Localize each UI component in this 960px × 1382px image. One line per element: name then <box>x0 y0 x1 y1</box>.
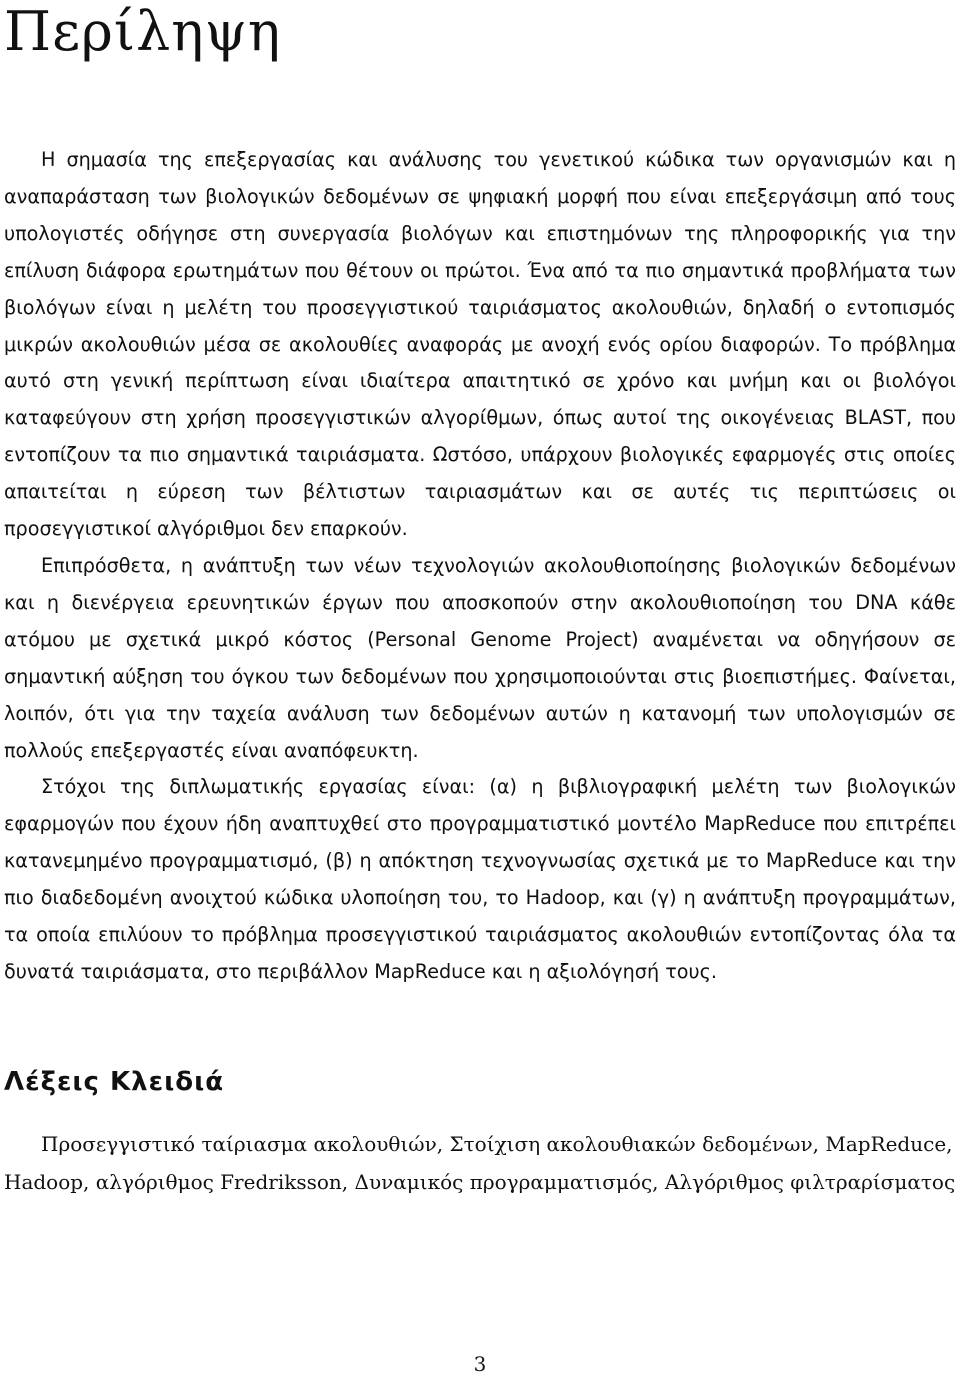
keywords-heading: Λέξεις Κλειδιά <box>4 1067 225 1097</box>
keywords-text: Προσεγγιστικό ταίριασμα ακολουθιών, Στοίχιση ακολουθιακών δεδομένων, MapReduce, Hadoop, αλγόριθμος Fredriksson, Δυναμικός προγραμματισμός, Αλγόριθμος φιλτραρίσματος <box>4 1132 956 1194</box>
abstract-paragraph: Στόχοι της διπλωματικής εργασίας είναι: (α) η βιβλιογραφική μελέτη των βιολογικών εφαρμογών που έχουν ήδη αναπτυχθεί στο προγραμματιστικό μοντέλο MapReduce που επιτρέπει κατανεμημένο προγραμματισμό, (β) η απόκτηση τεχνογνωσίας σχετικά με το MapReduce και την πιο διαδεδομένη ανοιχτού κώδικα υλοποίηση του, το Hadoop, και (γ) η ανάπτυξη προγραμμάτων, τα οποία επιλύουν το πρόβλημα προσεγγιστικού ταιριάσματος ακολουθιών εντοπίζοντας όλα τα δυνατά ταιριάσματα, στο περιβάλλον MapReduce και η αξιολόγησή τους. <box>4 775 956 983</box>
page-number: 3 <box>473 1352 487 1376</box>
chapter-title: Περίληψη <box>4 0 282 63</box>
abstract-paragraph: Η σημασία της επεξεργασίας και ανάλυσης του γενετικού κώδικα των οργανισμών και η αναπαράσταση των βιολογικών δεδομένων σε ψηφιακή μορφή που είναι επεξεργάσιμη από τους υπολογιστές οδήγησε στη συνεργασία βιολόγων και επιστημόνων της πληροφορικής για την επίλυση διάφορα ερωτημάτων που θέτουν οι πρώτοι. Ένα από τα πιο σημαντικά προβλήματα των βιολόγων είναι η μελέτη του προσεγγιστικού ταιριάσματος ακολουθιών, δηλαδή ο εντοπισμός μικρών ακολουθιών μέσα σε ακολουθίες αναφοράς με ανοχή ενός ορίου διαφορών. Το πρόβλημα αυτό στη γενική περίπτωση είναι ιδιαίτερα απαιτητικό σε χρόνο και μνήμη και οι βιολόγοι καταφεύγουν στη χρήση προσεγγιστικών αλγορίθμων, όπως αυτοί της οικογένειας BLAST, που εντοπίζουν τα πιο σημαντικά ταιριάσματα. Ωστόσο, υπάρχουν βιολογικές εφαρμογές στις οποίες απαιτείται η εύρεση των βέλτιστων ταιριασμάτων και σε αυτές τις περιπτώσεις οι προσεγγιστικοί αλγόριθμοι δεν επαρκούν. <box>4 148 956 541</box>
abstract-body <box>4 142 956 991</box>
abstract-paragraph: Επιπρόσθετα, η ανάπτυξη των νέων τεχνολογιών ακολουθιοποίησης βιολογικών δεδομένων και η διενέργεια ερευνητικών έργων που αποσκοπούν στην ακολουθιοποίηση του DNA κάθε ατόμου με σχετικά μικρό κόστος (Personal Genome Project) αναμένεται να οδηγήσουν σε σημαντική αύξηση του όγκου των δεδομένων που χρησιμοποιούνται στις βιοεπιστήμες. Φαίνεται, λοιπόν, ότι για την ταχεία ανάλυση των δεδομένων αυτών η κατανομή των υπολογισμών σε πολλούς επεξεργαστές είναι αναπόφευκτη. <box>4 553 956 762</box>
